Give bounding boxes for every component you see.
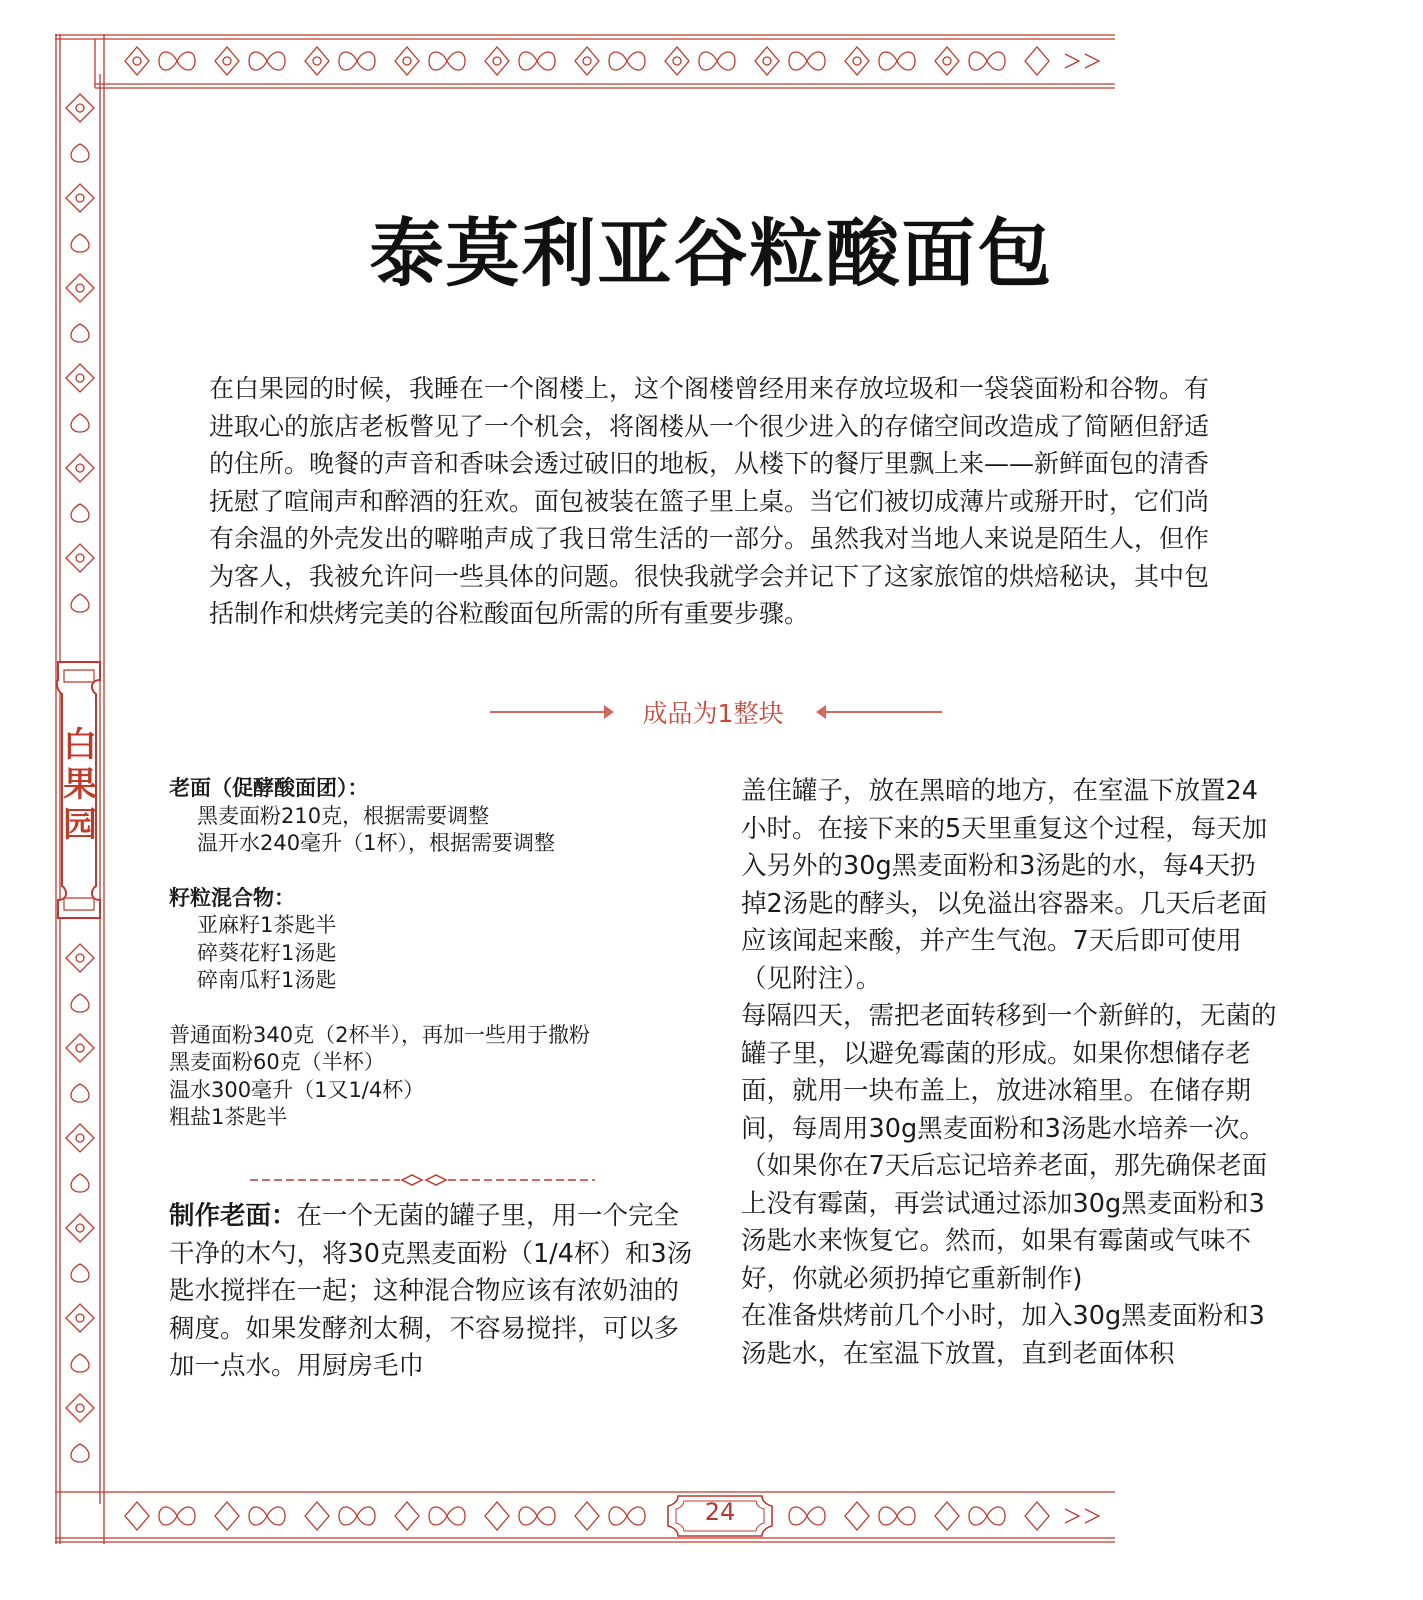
method-label: 制作老面： — [169, 1201, 297, 1231]
starter-ingredients — [169, 775, 709, 858]
yield-rule-right — [822, 711, 942, 713]
starter-heading: 老面（促酵酸面团）： — [169, 776, 369, 800]
ingredient-item: 黑麦面粉60克（半杯） — [169, 1050, 385, 1074]
method-left-text: 在一个无菌的罐子里，用一个完全干净的木勺，将30克黑麦面粉（1/4杯）和3汤匙水搅拌在一起；这种混合物应该有浓奶油的稠度。如果发酵剂太稠，不容易搅拌，可以多加一点水。用厨房毛巾 — [169, 1201, 693, 1381]
ingredient-item: 粗盐1茶匙半 — [169, 1105, 288, 1129]
decorative-border-bottom — [55, 1490, 1145, 1544]
ingredient-item: 亚麻籽1茶匙半 — [197, 913, 337, 937]
ingredient-list — [169, 775, 709, 1159]
ingredient-item: 普通面粉340克（2杯半），再加一些用于撒粉 — [169, 1022, 590, 1047]
decorative-border-top — [55, 34, 1145, 94]
yield-arrow-left — [604, 705, 614, 719]
dough-ingredients — [169, 1022, 709, 1132]
intro-paragraph: 在白果园的时候，我睡在一个阁楼上，这个阁楼曾经用来存放垃圾和一袋袋面粉和谷物。有进取心的旅店老板瞥见了一个机会，将阁楼从一个很少进入的存储空间改造成了简陋但舒适的住所。晚餐的声音和香味会透过破旧的地板，从楼下的餐厅里飘上来——新鲜面包的清香抚慰了喧闹声和醉酒的狂欢。面包被装在篮子里上桌。当它们被切成薄片或掰开时，它们尚有余温的外壳发出的噼啪声成了我日常生活的一部分。虽然我对当地人来说是陌生人，但作为客人，我被允许问一些具体的问题。很快我就学会并记下了这家旅馆的烘焙秘诀，其中包括制作和烘烤完美的谷粒酸面包所需的所有重要步骤。 — [209, 374, 1210, 628]
page-number: 24 — [704, 1498, 736, 1526]
section-divider — [250, 1173, 595, 1187]
ingredient-item: 黑麦面粉210克，根据需要调整 — [197, 803, 490, 828]
method-right-column — [741, 773, 1281, 1373]
seed-ingredients — [169, 885, 709, 995]
seeds-heading: 籽粒混合物： — [169, 885, 295, 910]
yield-rule-left — [490, 711, 610, 713]
method-paragraph: 盖住罐子，放在黑暗的地方，在室温下放置24小时。在接下来的5天里重复这个过程，每天加入另外的30g黑麦面粉和3汤匙的水，每4天扔掉2汤匙的酵头，以免溢出容器来。几天后老面应该闻起来酸，并产生气泡。7天后即可使用（见附注）。 — [741, 776, 1268, 994]
method-paragraph: 在准备烘烤前几个小时，加入30g黑麦面粉和3汤匙水，在室温下放置，直到老面体积 — [741, 1301, 1265, 1369]
method-left-column — [169, 1198, 699, 1386]
method-paragraph: 每隔四天，需把老面转移到一个新鲜的，无菌的罐子里，以避免霉菌的形成。如果你想储存老面，就用一块布盖上，放进冰箱里。在储存期间，每周用30g黑麦面粉和3汤匙水培养一次。（如果你在7天后忘记培养老面，那先确保老面上没有霉菌，再尝试通过添加30g黑麦面粉和3汤匙水来恢复它。然而，如果有霉菌或气味不好，你就必须扔掉它重新制作) — [741, 1001, 1277, 1294]
ingredient-item: 温开水240毫升（1杯），根据需要调整 — [197, 831, 555, 855]
ingredient-item: 碎葵花籽1汤匙 — [197, 940, 337, 965]
yield-label: 成品为1整块 — [642, 699, 784, 728]
ingredient-item: 碎南瓜籽1汤匙 — [197, 968, 337, 992]
ingredient-item: 温水300毫升（1又1/4杯） — [169, 1077, 425, 1102]
recipe-title: 泰莫利亚谷粒酸面包 — [369, 211, 1054, 297]
chapter-tab-label: 白果园 — [63, 725, 97, 845]
